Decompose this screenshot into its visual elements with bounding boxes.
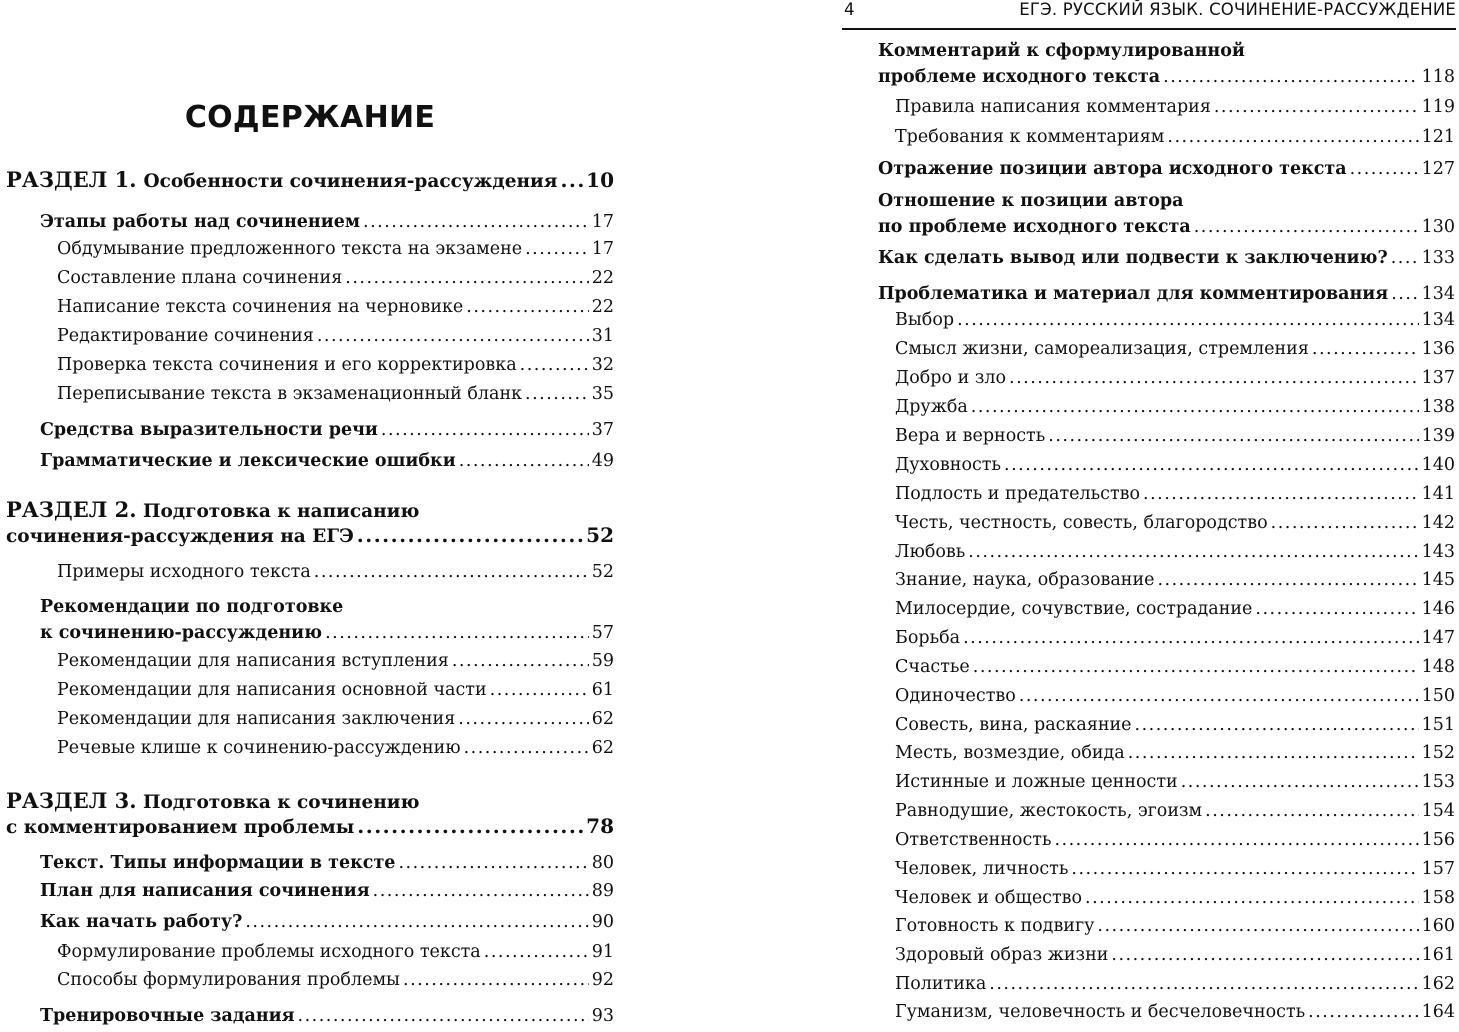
page-number: 153 [1421,772,1455,792]
page-number: 17 [591,239,614,259]
toc-item[interactable] [57,384,614,404]
item-label: Равнодушие, жестокость, эгоизм [895,801,1203,821]
leader-dots [325,623,589,643]
page-number: 49 [591,451,614,471]
section-title: Подготовка к написанию [142,501,420,522]
leader-dots [1214,97,1419,117]
toc-entry[interactable] [40,212,614,232]
item-label: Месть, возмездие, обида [895,743,1125,763]
item-label: Милосердие, сочувствие, сострадание [895,599,1253,619]
page-number: 57 [591,623,614,643]
toc-item[interactable] [895,743,1455,763]
leader-dots [525,384,589,404]
item-label: Подлость и предательство [895,484,1141,504]
toc-item[interactable] [895,916,1455,936]
toc-item[interactable] [895,888,1455,908]
leader-dots [317,326,589,346]
item-label: Истинные и ложные ценности [895,772,1178,792]
toc-item[interactable] [895,484,1455,504]
toc-item[interactable] [895,513,1455,533]
item-label: Добро и зло [895,368,1007,388]
toc-entry[interactable] [40,451,614,471]
entry-label: Как начать работу? [40,912,243,932]
item-label: Политика [895,974,987,994]
toc-item[interactable] [895,772,1455,792]
item-label: Рекомендации для написания вступления [57,651,449,671]
toc-item[interactable] [57,709,614,729]
leader-dots [1097,916,1418,936]
item-label: Способы формулирования проблемы [57,970,400,990]
page-folio: 4 [844,0,855,19]
toc-item[interactable] [895,628,1455,648]
toc-item[interactable] [57,680,614,700]
page-number: 32 [591,355,614,375]
page-number: 61 [591,680,614,700]
leader-dots [452,651,589,671]
leader-dots [1157,570,1418,590]
page-number: 22 [591,268,614,288]
page-number: 119 [1421,97,1455,117]
page-number: 141 [1421,484,1455,504]
toc-entry[interactable] [878,67,1455,87]
item-label: Выбор [895,310,955,330]
leader-dots [464,738,589,758]
toc-entry[interactable] [878,159,1455,179]
toc-item[interactable] [895,97,1455,117]
item-label: Одиночество [895,686,1016,706]
page-number: 134 [1421,310,1455,330]
toc-entry[interactable] [878,284,1455,304]
leader-dots [1163,67,1418,87]
toc-section-label [6,167,557,192]
toc-section-label [6,523,354,547]
leader-dots [1085,888,1419,908]
leader-dots [1019,686,1419,706]
item-label: Переписывание текста в экзаменационный бланк [57,384,523,404]
toc-item[interactable] [895,974,1455,994]
leader-dots [520,355,589,375]
toc-item[interactable] [57,355,614,375]
item-label: Правила написания комментария [895,97,1211,117]
item-label: Вера и верность [895,426,1046,446]
item-label: Борьба [895,628,961,648]
page-number: 52 [586,523,614,547]
page-number: 138 [1421,397,1455,417]
page-number: 35 [591,384,614,404]
page-number: 91 [591,942,614,962]
leader-dots [314,562,589,582]
left-page [0,0,620,1032]
toc-entry[interactable] [40,420,614,440]
page-number: 154 [1421,801,1455,821]
leader-dots [1128,743,1419,763]
page-number: 139 [1421,426,1455,446]
item-label: Совесть, вина, раскаяние [895,715,1132,735]
leader-dots [1350,159,1419,179]
toc-item[interactable] [895,686,1455,706]
item-label: Написание текста сочинения на черновике [57,297,464,317]
item-label: Любовь [895,542,966,562]
page-number: 90 [591,912,614,932]
toc-item[interactable] [57,326,614,346]
leader-dots [381,420,589,440]
entry-label: Тренировочные задания [40,1006,295,1026]
leader-dots [1194,217,1419,237]
entry-label: Грамматические и лексические ошибки [40,451,456,471]
leader-dots [957,310,1419,330]
leader-dots [1004,455,1419,475]
toc-item[interactable] [895,397,1455,417]
page-number: 140 [1421,455,1455,475]
section-title: с комментированием проблемы [6,817,355,838]
toc-entry[interactable] [40,623,614,643]
toc-entry[interactable] [878,248,1455,268]
right-page [842,0,1459,1032]
leader-dots [490,680,589,700]
page-number: 151 [1421,715,1455,735]
page-number: 142 [1421,513,1455,533]
leader-dots [1009,368,1419,388]
page-number: 10 [586,168,614,192]
toc-entry[interactable] [40,912,614,932]
leader-dots [345,268,588,288]
item-label: Формулирование проблемы исходного текста [57,942,481,962]
page-number: 130 [1421,217,1455,237]
toc-title: СОДЕРЖАНИЕ [184,100,436,135]
leader-dots [560,168,583,192]
page-number: 22 [591,297,614,317]
toc-item[interactable] [895,859,1455,879]
toc-item[interactable] [895,599,1455,619]
leader-dots [466,297,588,317]
toc-item[interactable] [57,297,614,317]
page-number: 62 [591,709,614,729]
item-label: Рекомендации для написания основной части [57,680,487,700]
leader-dots [363,212,589,232]
section-key: РАЗДЕЛ 1. [6,167,137,192]
leader-dots [525,239,589,259]
section-key: РАЗДЕЛ 3. [6,788,137,813]
toc-item[interactable] [895,339,1455,359]
page-number: 158 [1421,888,1455,908]
toc-item[interactable] [895,127,1455,147]
page-number: 136 [1421,339,1455,359]
leader-dots [357,814,583,838]
item-label: Ответственность [895,830,1052,850]
leader-dots [458,709,588,729]
page-number: 121 [1421,127,1455,147]
leader-dots [484,942,589,962]
leader-dots [1111,945,1418,965]
leader-dots [1048,426,1418,446]
leader-dots [1167,127,1418,147]
item-label: Духовность [895,455,1001,475]
entry-label: Средства выразительности речи [40,420,378,440]
toc-item[interactable] [895,657,1455,677]
toc-entry[interactable] [40,881,614,901]
item-label: Составление плана сочинения [57,268,343,288]
leader-dots [1054,830,1418,850]
toc-item[interactable] [57,942,614,962]
leader-dots [973,657,1419,677]
toc-item[interactable] [895,368,1455,388]
page-number: 52 [591,562,614,582]
toc-item[interactable] [895,715,1455,735]
page-number: 59 [591,651,614,671]
leader-dots [1271,513,1419,533]
item-label: Счастье [895,657,970,677]
leader-dots [298,1006,589,1026]
running-header [842,0,1456,30]
item-label: Дружба [895,397,968,417]
entry-label: к сочинению-рассуждению [40,623,323,643]
leader-dots [1391,248,1419,268]
leader-dots [971,397,1419,417]
page-number: 145 [1421,570,1455,590]
page-number: 147 [1421,628,1455,648]
toc-entry-line1[interactable]: Рекомендации по подготовке [40,597,344,617]
leader-dots [459,451,589,471]
toc-item[interactable] [895,830,1455,850]
item-label: Человек и общество [895,888,1083,908]
leader-dots [1308,1002,1418,1022]
toc-item[interactable] [57,239,614,259]
page-number: 137 [1421,368,1455,388]
section-title: Подготовка к сочинению [142,792,420,813]
page-number: 150 [1421,686,1455,706]
toc-item[interactable] [895,570,1455,590]
page-number: 31 [591,326,614,346]
page-number: 157 [1421,859,1455,879]
leader-dots [403,970,589,990]
toc-section-3[interactable] [6,814,614,838]
item-label: Здоровый образ жизни [895,945,1109,965]
page-number: 143 [1421,542,1455,562]
toc-item[interactable] [895,455,1455,475]
item-label: Честь, честность, совесть, благородство [895,513,1268,533]
page-number: 134 [1421,284,1455,304]
page-number: 92 [591,970,614,990]
item-label: Знание, наука, образование [895,570,1155,590]
item-label: Речевые клише к сочинению-рассуждению [57,738,461,758]
item-label: Обдумывание предложенного текста на экзамене [57,239,523,259]
leader-dots [357,523,583,547]
toc-section-3-line1[interactable] [6,788,419,813]
page-number: 146 [1421,599,1455,619]
item-label: Готовность к подвигу [895,916,1095,936]
page-number: 80 [591,853,614,873]
item-label: Смысл жизни, самореализация, стремления [895,339,1309,359]
page-number: 161 [1421,945,1455,965]
toc-item[interactable] [895,1002,1455,1022]
page-number: 62 [591,738,614,758]
toc-item[interactable] [895,801,1455,821]
entry-label: по проблеме исходного текста [878,217,1191,237]
toc-entry[interactable] [878,217,1455,237]
item-label: Проверка текста сочинения и его корректировка [57,355,517,375]
page-number: 17 [591,212,614,232]
leader-dots [1143,484,1419,504]
leader-dots [968,542,1418,562]
toc-item[interactable] [57,970,614,990]
entry-label: Текст. Типы информации в тексте [40,853,396,873]
leader-dots [1181,772,1419,792]
entry-label: План для написания сочинения [40,881,370,901]
toc-item[interactable] [57,738,614,758]
leader-dots [1071,859,1418,879]
toc-item[interactable] [895,310,1455,330]
toc-entry-line1[interactable]: Комментарий к сформулированной [878,41,1245,61]
toc-section-2[interactable] [6,523,614,547]
page-number: 93 [591,1006,614,1026]
item-label: Редактирование сочинения [57,326,314,346]
leader-dots [1135,715,1419,735]
page-number: 133 [1421,248,1455,268]
leader-dots [963,628,1418,648]
item-label: Рекомендации для написания заключения [57,709,456,729]
page-number: 118 [1421,67,1455,87]
leader-dots [989,974,1418,994]
toc-entry[interactable] [40,1006,614,1026]
page-number: 127 [1421,159,1455,179]
item-label: Примеры исходного текста [57,562,311,582]
entry-label: Проблематика и материал для комментирования [878,284,1389,304]
section-title: сочинения-рассуждения на ЕГЭ [6,526,354,547]
section-title: Особенности сочинения-рассуждения [143,171,558,192]
leader-dots [1255,599,1418,619]
leader-dots [398,853,588,873]
toc-item[interactable] [895,426,1455,446]
page-number: 37 [591,420,614,440]
entry-label: проблеме исходного текста [878,67,1161,87]
toc-section-2-line1[interactable] [6,497,419,522]
toc-entry-line1[interactable]: Отношение к позиции автора [878,191,1184,211]
page-number: 89 [591,881,614,901]
page-number: 160 [1421,916,1455,936]
toc-item[interactable] [57,562,614,582]
leader-dots [245,912,588,932]
leader-dots [1205,801,1418,821]
item-label: Гуманизм, человечность и бесчеловечность [895,1002,1306,1022]
toc-item[interactable] [895,945,1455,965]
leader-dots [373,881,589,901]
page-number: 162 [1421,974,1455,994]
toc-item[interactable] [895,542,1455,562]
page-number: 152 [1421,743,1455,763]
toc-section-1[interactable] [6,167,614,192]
entry-label: Этапы работы над сочинением [40,212,361,232]
page-number: 78 [586,814,614,838]
toc-item[interactable] [57,268,614,288]
toc-section-label [6,814,354,838]
item-label: Человек, личность [895,859,1069,879]
toc-item[interactable] [57,651,614,671]
page-number: 156 [1421,830,1455,850]
page-number: 164 [1421,1002,1455,1022]
leader-dots [1312,339,1419,359]
running-title: ЕГЭ. РУССКИЙ ЯЗЫК. СОЧИНЕНИЕ-РАССУЖДЕНИЕ [1019,0,1456,19]
page-number: 148 [1421,657,1455,677]
item-label: Требования к комментариям [895,127,1165,147]
entry-label: Отражение позиции автора исходного текста [878,159,1347,179]
entry-label: Как сделать вывод или подвести к заключению? [878,248,1388,268]
leader-dots [1391,284,1418,304]
section-key: РАЗДЕЛ 2. [6,497,137,522]
toc-entry[interactable] [40,853,614,873]
